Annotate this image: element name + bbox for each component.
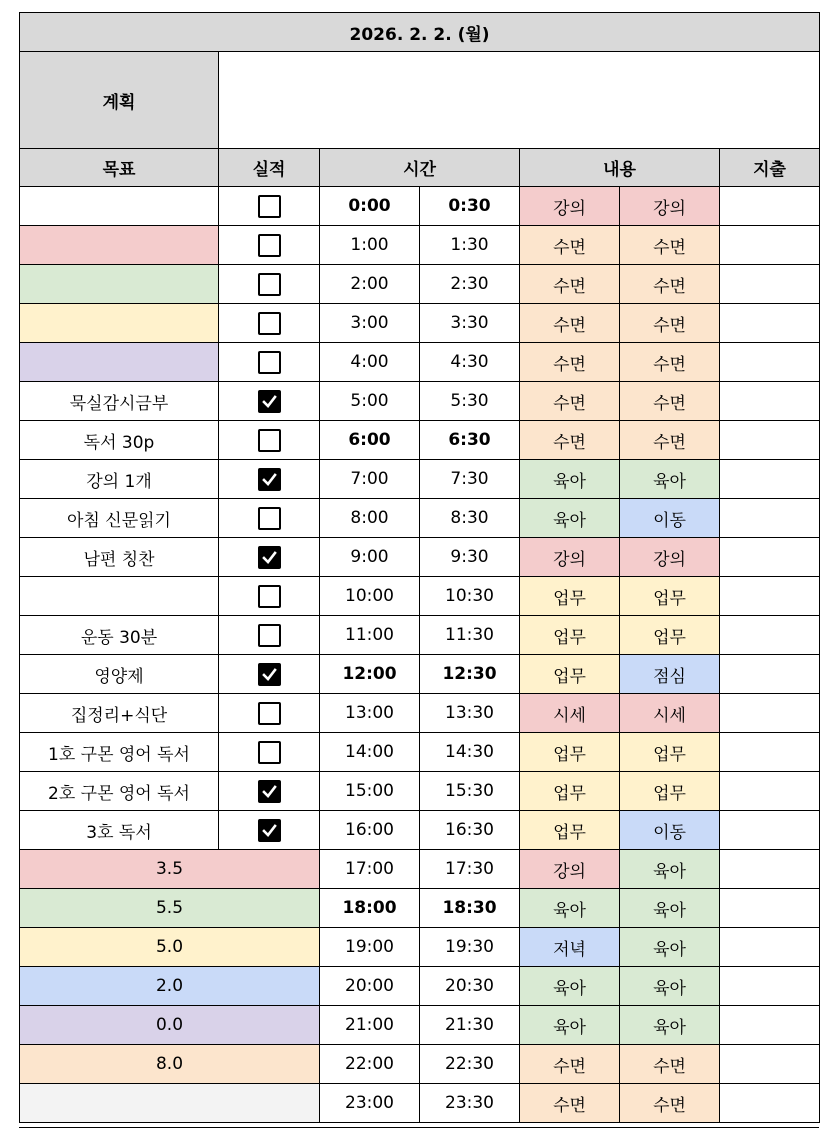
goal-cell[interactable] bbox=[20, 343, 219, 382]
time-start-cell[interactable]: 5:00 bbox=[320, 382, 420, 421]
time-start-cell[interactable]: 19:00 bbox=[320, 928, 420, 967]
unchecked-checkbox[interactable] bbox=[258, 312, 281, 335]
time-end-cell[interactable]: 5:30 bbox=[420, 382, 520, 421]
time-start-cell[interactable]: 6:00 bbox=[320, 421, 420, 460]
time-end-cell[interactable]: 11:30 bbox=[420, 616, 520, 655]
expense-cell[interactable] bbox=[720, 343, 820, 382]
expense-cell[interactable] bbox=[720, 538, 820, 577]
checked-checkbox[interactable] bbox=[258, 780, 281, 803]
header-content: 내용 bbox=[520, 149, 720, 187]
time-start-cell[interactable]: 7:00 bbox=[320, 460, 420, 499]
title-row bbox=[20, 13, 820, 52]
content-cell[interactable]: 육아 bbox=[520, 1006, 620, 1045]
goal-cell[interactable] bbox=[20, 577, 219, 616]
date-title[interactable]: 2026. 2. 2. (월) bbox=[20, 13, 820, 52]
goal-cell[interactable]: 운동 30분 bbox=[20, 616, 219, 655]
checkmark-icon bbox=[261, 783, 278, 800]
content-cell[interactable]: 시세 bbox=[520, 694, 620, 733]
content-cell[interactable]: 육아 bbox=[620, 460, 720, 499]
goal-cell[interactable]: 집정리+식단 bbox=[20, 694, 219, 733]
content-cell[interactable]: 육아 bbox=[520, 499, 620, 538]
table-row bbox=[20, 499, 820, 538]
checked-checkbox[interactable] bbox=[258, 819, 281, 842]
result-cell bbox=[219, 421, 320, 460]
content-cell[interactable]: 수면 bbox=[520, 226, 620, 265]
expense-cell[interactable] bbox=[720, 694, 820, 733]
content-cell[interactable]: 수면 bbox=[620, 265, 720, 304]
content-cell[interactable]: 강의 bbox=[620, 187, 720, 226]
time-end-cell[interactable]: 10:30 bbox=[420, 577, 520, 616]
summary-row bbox=[20, 967, 820, 1006]
expense-cell[interactable] bbox=[720, 850, 820, 889]
content-cell[interactable]: 수면 bbox=[520, 304, 620, 343]
time-start-cell[interactable]: 16:00 bbox=[320, 811, 420, 850]
content-cell[interactable]: 수면 bbox=[520, 1045, 620, 1084]
expense-cell[interactable] bbox=[720, 889, 820, 928]
checkmark-icon bbox=[261, 822, 278, 839]
result-cell bbox=[219, 616, 320, 655]
header-expense: 지출 bbox=[720, 149, 820, 187]
expense-cell[interactable] bbox=[720, 928, 820, 967]
goal-cell[interactable]: 강의 1개 bbox=[20, 460, 219, 499]
table-row bbox=[20, 460, 820, 499]
content-cell[interactable]: 업무 bbox=[520, 655, 620, 694]
time-start-cell[interactable]: 13:00 bbox=[320, 694, 420, 733]
expense-cell[interactable] bbox=[720, 499, 820, 538]
table-row bbox=[20, 538, 820, 577]
summary-row bbox=[20, 889, 820, 928]
time-start-cell[interactable]: 18:00 bbox=[320, 889, 420, 928]
expense-cell[interactable] bbox=[720, 421, 820, 460]
category-total-cell[interactable]: 5.5 bbox=[20, 889, 320, 928]
time-end-cell[interactable]: 22:30 bbox=[420, 1045, 520, 1084]
unchecked-checkbox[interactable] bbox=[258, 507, 281, 530]
content-cell[interactable]: 업무 bbox=[620, 733, 720, 772]
table-row bbox=[20, 265, 820, 304]
category-total-cell[interactable]: 5.0 bbox=[20, 928, 320, 967]
unchecked-checkbox[interactable] bbox=[258, 195, 281, 218]
time-start-cell[interactable]: 2:00 bbox=[320, 265, 420, 304]
unchecked-checkbox[interactable] bbox=[258, 273, 281, 296]
result-cell bbox=[219, 577, 320, 616]
time-end-cell[interactable]: 20:30 bbox=[420, 967, 520, 1006]
expense-cell[interactable] bbox=[720, 655, 820, 694]
result-cell bbox=[219, 187, 320, 226]
table-row bbox=[20, 343, 820, 382]
content-cell[interactable]: 강의 bbox=[620, 538, 720, 577]
result-cell bbox=[219, 460, 320, 499]
time-start-cell[interactable]: 0:00 bbox=[320, 187, 420, 226]
time-end-cell[interactable]: 2:30 bbox=[420, 265, 520, 304]
goal-cell[interactable] bbox=[20, 226, 219, 265]
result-cell bbox=[219, 343, 320, 382]
header-time: 시간 bbox=[320, 149, 520, 187]
table-row bbox=[20, 304, 820, 343]
content-cell[interactable]: 육아 bbox=[520, 889, 620, 928]
summary-row bbox=[20, 928, 820, 967]
category-total-cell[interactable]: 0.0 bbox=[20, 1006, 320, 1045]
content-cell[interactable]: 수면 bbox=[620, 1045, 720, 1084]
expense-cell[interactable] bbox=[720, 226, 820, 265]
result-cell bbox=[219, 538, 320, 577]
time-end-cell[interactable]: 6:30 bbox=[420, 421, 520, 460]
result-cell bbox=[219, 772, 320, 811]
content-cell[interactable]: 저녁 bbox=[520, 928, 620, 967]
expense-cell[interactable] bbox=[720, 1006, 820, 1045]
time-start-cell[interactable]: 11:00 bbox=[320, 616, 420, 655]
content-cell[interactable]: 수면 bbox=[620, 382, 720, 421]
header-goal: 목표 bbox=[20, 149, 219, 187]
summary-row bbox=[20, 1084, 820, 1123]
expense-cell[interactable] bbox=[720, 967, 820, 1006]
content-cell[interactable]: 수면 bbox=[620, 304, 720, 343]
content-cell[interactable]: 강의 bbox=[520, 850, 620, 889]
table-row bbox=[20, 577, 820, 616]
time-start-cell[interactable]: 20:00 bbox=[320, 967, 420, 1006]
content-cell[interactable]: 수면 bbox=[620, 1084, 720, 1123]
result-cell bbox=[219, 265, 320, 304]
content-cell[interactable]: 육아 bbox=[520, 967, 620, 1006]
content-cell[interactable]: 점심 bbox=[620, 655, 720, 694]
expense-cell[interactable] bbox=[720, 382, 820, 421]
next-section-border bbox=[19, 1127, 819, 1128]
content-cell[interactable]: 육아 bbox=[620, 889, 720, 928]
unchecked-checkbox[interactable] bbox=[258, 429, 281, 452]
content-cell[interactable]: 육아 bbox=[620, 1006, 720, 1045]
content-cell[interactable]: 육아 bbox=[520, 460, 620, 499]
content-cell[interactable]: 강의 bbox=[520, 187, 620, 226]
content-cell[interactable]: 업무 bbox=[520, 811, 620, 850]
content-cell[interactable]: 육아 bbox=[620, 850, 720, 889]
time-end-cell[interactable]: 8:30 bbox=[420, 499, 520, 538]
plan-row bbox=[20, 52, 820, 149]
table-row bbox=[20, 811, 820, 850]
header-result: 실적 bbox=[219, 149, 320, 187]
expense-cell[interactable] bbox=[720, 460, 820, 499]
summary-row bbox=[20, 1006, 820, 1045]
result-cell bbox=[219, 811, 320, 850]
goal-cell[interactable]: 아침 신문읽기 bbox=[20, 499, 219, 538]
goal-cell[interactable] bbox=[20, 304, 219, 343]
expense-cell[interactable] bbox=[720, 772, 820, 811]
content-cell[interactable]: 육아 bbox=[620, 928, 720, 967]
expense-cell[interactable] bbox=[720, 1045, 820, 1084]
time-end-cell[interactable]: 0:30 bbox=[420, 187, 520, 226]
table-row bbox=[20, 382, 820, 421]
result-cell bbox=[219, 733, 320, 772]
time-end-cell[interactable]: 7:30 bbox=[420, 460, 520, 499]
result-cell bbox=[219, 304, 320, 343]
time-end-cell[interactable]: 1:30 bbox=[420, 226, 520, 265]
time-end-cell[interactable]: 18:30 bbox=[420, 889, 520, 928]
category-total-cell[interactable]: 3.5 bbox=[20, 850, 320, 889]
category-total-cell[interactable]: 8.0 bbox=[20, 1045, 320, 1084]
summary-row bbox=[20, 850, 820, 889]
summary-row bbox=[20, 1045, 820, 1084]
content-cell[interactable]: 육아 bbox=[620, 967, 720, 1006]
time-start-cell[interactable]: 14:00 bbox=[320, 733, 420, 772]
goal-cell[interactable]: 3호 독서 bbox=[20, 811, 219, 850]
checked-checkbox[interactable] bbox=[258, 546, 281, 569]
checkmark-icon bbox=[261, 549, 278, 566]
expense-cell[interactable] bbox=[720, 577, 820, 616]
table-row bbox=[20, 772, 820, 811]
content-cell[interactable]: 수면 bbox=[520, 265, 620, 304]
time-end-cell[interactable]: 12:30 bbox=[420, 655, 520, 694]
expense-cell[interactable] bbox=[720, 187, 820, 226]
content-cell[interactable]: 수면 bbox=[520, 421, 620, 460]
content-cell[interactable]: 업무 bbox=[620, 772, 720, 811]
time-start-cell[interactable]: 1:00 bbox=[320, 226, 420, 265]
time-start-cell[interactable]: 3:00 bbox=[320, 304, 420, 343]
checkmark-icon bbox=[261, 393, 278, 410]
time-end-cell[interactable]: 17:30 bbox=[420, 850, 520, 889]
time-end-cell[interactable]: 15:30 bbox=[420, 772, 520, 811]
category-total-cell[interactable] bbox=[20, 1084, 320, 1123]
goal-cell[interactable]: 영양제 bbox=[20, 655, 219, 694]
time-start-cell[interactable]: 12:00 bbox=[320, 655, 420, 694]
time-end-cell[interactable]: 4:30 bbox=[420, 343, 520, 382]
checked-checkbox[interactable] bbox=[258, 663, 281, 686]
unchecked-checkbox[interactable] bbox=[258, 351, 281, 374]
goal-cell[interactable]: 2호 구몬 영어 독서 bbox=[20, 772, 219, 811]
category-total-cell[interactable]: 2.0 bbox=[20, 967, 320, 1006]
content-cell[interactable]: 강의 bbox=[520, 538, 620, 577]
checkmark-icon bbox=[261, 471, 278, 488]
content-cell[interactable]: 수면 bbox=[620, 226, 720, 265]
table-row bbox=[20, 226, 820, 265]
table-row bbox=[20, 733, 820, 772]
expense-cell[interactable] bbox=[720, 304, 820, 343]
time-start-cell[interactable]: 23:00 bbox=[320, 1084, 420, 1123]
checked-checkbox[interactable] bbox=[258, 390, 281, 413]
content-cell[interactable]: 수면 bbox=[520, 382, 620, 421]
expense-cell[interactable] bbox=[720, 265, 820, 304]
content-cell[interactable]: 업무 bbox=[620, 616, 720, 655]
content-cell[interactable]: 이동 bbox=[620, 499, 720, 538]
unchecked-checkbox[interactable] bbox=[258, 702, 281, 725]
time-start-cell[interactable]: 15:00 bbox=[320, 772, 420, 811]
time-start-cell[interactable]: 4:00 bbox=[320, 343, 420, 382]
table-row bbox=[20, 421, 820, 460]
unchecked-checkbox[interactable] bbox=[258, 741, 281, 764]
time-start-cell[interactable]: 17:00 bbox=[320, 850, 420, 889]
table-row bbox=[20, 616, 820, 655]
time-start-cell[interactable]: 8:00 bbox=[320, 499, 420, 538]
time-end-cell[interactable]: 16:30 bbox=[420, 811, 520, 850]
time-start-cell[interactable]: 10:00 bbox=[320, 577, 420, 616]
time-end-cell[interactable]: 9:30 bbox=[420, 538, 520, 577]
goal-cell[interactable] bbox=[20, 187, 219, 226]
expense-cell[interactable] bbox=[720, 616, 820, 655]
content-cell[interactable]: 업무 bbox=[520, 577, 620, 616]
goal-cell[interactable]: 남편 칭찬 bbox=[20, 538, 219, 577]
plan-cell[interactable] bbox=[219, 52, 820, 149]
result-cell bbox=[219, 226, 320, 265]
time-end-cell[interactable]: 19:30 bbox=[420, 928, 520, 967]
result-cell bbox=[219, 382, 320, 421]
checked-checkbox[interactable] bbox=[258, 468, 281, 491]
goal-cell[interactable]: 독서 30p bbox=[20, 421, 219, 460]
unchecked-checkbox[interactable] bbox=[258, 624, 281, 647]
expense-cell[interactable] bbox=[720, 1084, 820, 1123]
header-row bbox=[20, 149, 820, 187]
expense-cell[interactable] bbox=[720, 811, 820, 850]
goal-cell[interactable]: 묵실감시금부 bbox=[20, 382, 219, 421]
content-cell[interactable]: 수면 bbox=[520, 343, 620, 382]
content-cell[interactable]: 이동 bbox=[620, 811, 720, 850]
content-cell[interactable]: 수면 bbox=[620, 343, 720, 382]
unchecked-checkbox[interactable] bbox=[258, 585, 281, 608]
content-cell[interactable]: 업무 bbox=[520, 616, 620, 655]
plan-label: 계획 bbox=[20, 52, 219, 149]
content-cell[interactable]: 업무 bbox=[520, 733, 620, 772]
goal-cell[interactable] bbox=[20, 265, 219, 304]
content-cell[interactable]: 업무 bbox=[620, 577, 720, 616]
time-start-cell[interactable]: 22:00 bbox=[320, 1045, 420, 1084]
time-end-cell[interactable]: 3:30 bbox=[420, 304, 520, 343]
content-cell[interactable]: 업무 bbox=[520, 772, 620, 811]
content-cell[interactable]: 수면 bbox=[620, 421, 720, 460]
time-end-cell[interactable]: 21:30 bbox=[420, 1006, 520, 1045]
expense-cell[interactable] bbox=[720, 733, 820, 772]
time-end-cell[interactable]: 14:30 bbox=[420, 733, 520, 772]
result-cell bbox=[219, 694, 320, 733]
content-cell[interactable]: 수면 bbox=[520, 1084, 620, 1123]
time-end-cell[interactable]: 23:30 bbox=[420, 1084, 520, 1123]
goal-cell[interactable]: 1호 구몬 영어 독서 bbox=[20, 733, 219, 772]
result-cell bbox=[219, 499, 320, 538]
time-start-cell[interactable]: 9:00 bbox=[320, 538, 420, 577]
time-start-cell[interactable]: 21:00 bbox=[320, 1006, 420, 1045]
result-cell bbox=[219, 655, 320, 694]
daily-planner-table bbox=[19, 12, 820, 1123]
content-cell[interactable]: 시세 bbox=[620, 694, 720, 733]
table-row bbox=[20, 187, 820, 226]
time-end-cell[interactable]: 13:30 bbox=[420, 694, 520, 733]
checkmark-icon bbox=[261, 666, 278, 683]
unchecked-checkbox[interactable] bbox=[258, 234, 281, 257]
table-row bbox=[20, 694, 820, 733]
table-row bbox=[20, 655, 820, 694]
